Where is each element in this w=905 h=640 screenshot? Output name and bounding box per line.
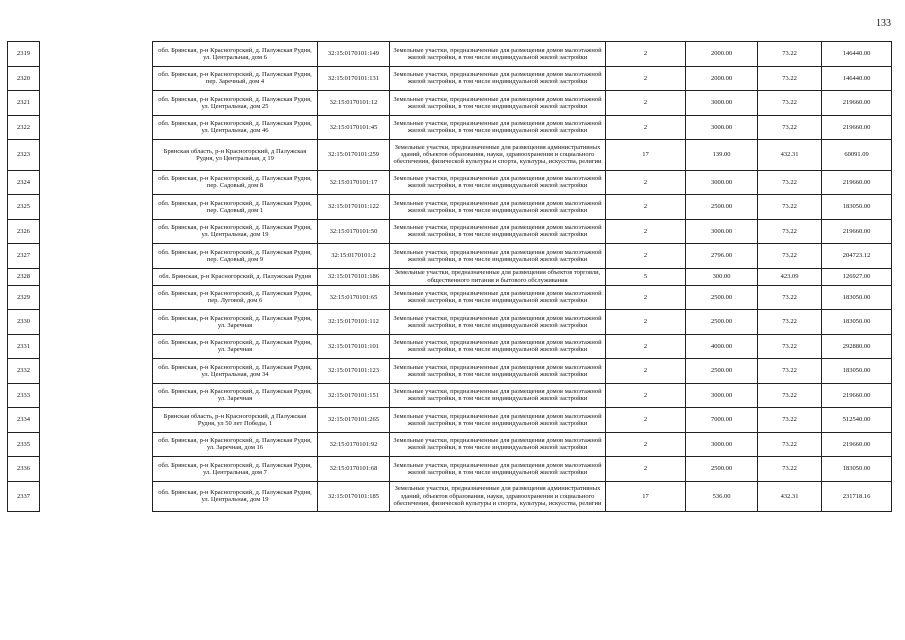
address-cell: обл. Брянская, р-н Красногорский, д. Палужская Рудня, ул. Заречная <box>153 334 318 359</box>
spacer-cell <box>40 170 153 195</box>
table-row <box>8 115 892 140</box>
land-use-cell: Земельные участки, предназначенные для размещения административных зданий, объектов образования, науки, здравоохранения и социального обеспечения, физической культуры и спорта, культуры, искусства, религии <box>390 481 606 512</box>
land-use-cell: Земельные участки, предназначенные для размещения домов малоэтажной жилой застройки, в том числе индивидуальной жилой застройки <box>390 244 606 269</box>
row-number-cell: 2321 <box>8 91 40 116</box>
cadastral-number-cell: 32:15:0170101:68 <box>318 457 390 482</box>
cadastral-value-cell: 219660.00 <box>822 219 892 244</box>
row-number-cell: 2328 <box>8 268 40 285</box>
specific-value-cell: 432.31 <box>758 481 822 512</box>
address-cell: обл. Брянская, р-н Красногорский, д. Палужская Рудня, ул. Центральная, дом 19 <box>153 481 318 512</box>
address-cell: Брянская область, р-н Красногорский, д Палужская Рудня, ул Центральная, д 19 <box>153 140 318 171</box>
cadastral-number-cell: 32:15:0170101:65 <box>318 285 390 310</box>
group-code-cell: 2 <box>606 91 686 116</box>
cadastral-value-cell: 126927.00 <box>822 268 892 285</box>
row-number-cell: 2323 <box>8 140 40 171</box>
cadastral-number-cell: 32:15:0170101:151 <box>318 383 390 408</box>
spacer-cell <box>40 310 153 335</box>
area-cell: 2796.00 <box>686 244 758 269</box>
land-use-cell: Земельные участки, предназначенные для размещения домов малоэтажной жилой застройки, в том числе индивидуальной жилой застройки <box>390 432 606 457</box>
cadastral-value-cell: 292880.00 <box>822 334 892 359</box>
cadastral-value-cell: 219660.00 <box>822 91 892 116</box>
address-cell: обл. Брянская, р-н Красногорский, д. Палужская Рудня, пер. Садовый, дом 1 <box>153 195 318 220</box>
row-number-cell: 2335 <box>8 432 40 457</box>
cadastral-number-cell: 32:15:0170101:17 <box>318 170 390 195</box>
cadastral-value-cell: 219660.00 <box>822 115 892 140</box>
row-number-cell: 2336 <box>8 457 40 482</box>
specific-value-cell: 73.22 <box>758 285 822 310</box>
cadastral-value-table <box>7 41 892 512</box>
spacer-cell <box>40 334 153 359</box>
row-number-cell: 2331 <box>8 334 40 359</box>
cadastral-value-cell: 60091.09 <box>822 140 892 171</box>
specific-value-cell: 73.22 <box>758 310 822 335</box>
row-number-cell: 2330 <box>8 310 40 335</box>
cadastral-value-cell: 219660.00 <box>822 432 892 457</box>
address-cell: обл. Брянская, р-н Красногорский, д. Палужская Рудня, ул. Заречная <box>153 383 318 408</box>
row-number-cell: 2332 <box>8 359 40 384</box>
cadastral-value-cell: 231718.16 <box>822 481 892 512</box>
cadastral-number-cell: 32:15:0170101:186 <box>318 268 390 285</box>
land-use-cell: Земельные участки, предназначенные для размещения домов малоэтажной жилой застройки, в том числе индивидуальной жилой застройки <box>390 359 606 384</box>
table-row <box>8 383 892 408</box>
table-row <box>8 310 892 335</box>
cadastral-value-cell: 146440.00 <box>822 66 892 91</box>
specific-value-cell: 73.22 <box>758 91 822 116</box>
land-use-cell: Земельные участки, предназначенные для размещения домов малоэтажной жилой застройки, в том числе индивидуальной жилой застройки <box>390 42 606 67</box>
group-code-cell: 2 <box>606 42 686 67</box>
cadastral-value-cell: 146440.00 <box>822 42 892 67</box>
specific-value-cell: 432.31 <box>758 140 822 171</box>
specific-value-cell: 73.22 <box>758 359 822 384</box>
group-code-cell: 2 <box>606 383 686 408</box>
specific-value-cell: 73.22 <box>758 383 822 408</box>
specific-value-cell: 73.22 <box>758 66 822 91</box>
specific-value-cell: 73.22 <box>758 408 822 433</box>
row-number-cell: 2337 <box>8 481 40 512</box>
row-number-cell: 2326 <box>8 219 40 244</box>
spacer-cell <box>40 219 153 244</box>
group-code-cell: 2 <box>606 408 686 433</box>
spacer-cell <box>40 244 153 269</box>
table-row <box>8 42 892 67</box>
area-cell: 4000.00 <box>686 334 758 359</box>
area-cell: 3000.00 <box>686 115 758 140</box>
group-code-cell: 2 <box>606 66 686 91</box>
area-cell: 2500.00 <box>686 457 758 482</box>
specific-value-cell: 73.22 <box>758 334 822 359</box>
spacer-cell <box>40 383 153 408</box>
table-row <box>8 170 892 195</box>
specific-value-cell: 73.22 <box>758 457 822 482</box>
spacer-cell <box>40 408 153 433</box>
page-number: 133 <box>876 18 891 29</box>
group-code-cell: 5 <box>606 268 686 285</box>
land-use-cell: Земельные участки, предназначенные для размещения домов малоэтажной жилой застройки, в том числе индивидуальной жилой застройки <box>390 66 606 91</box>
cadastral-number-cell: 32:15:0170101:112 <box>318 310 390 335</box>
area-cell: 7000.00 <box>686 408 758 433</box>
land-use-cell: Земельные участки, предназначенные для размещения домов малоэтажной жилой застройки, в том числе индивидуальной жилой застройки <box>390 170 606 195</box>
row-number-cell: 2325 <box>8 195 40 220</box>
cadastral-number-cell: 32:15:0170101:50 <box>318 219 390 244</box>
specific-value-cell: 73.22 <box>758 219 822 244</box>
group-code-cell: 17 <box>606 481 686 512</box>
table-row <box>8 359 892 384</box>
land-use-cell: Земельные участки, предназначенные для размещения домов малоэтажной жилой застройки, в том числе индивидуальной жилой застройки <box>390 408 606 433</box>
group-code-cell: 2 <box>606 334 686 359</box>
row-number-cell: 2329 <box>8 285 40 310</box>
cadastral-value-cell: 183050.00 <box>822 457 892 482</box>
area-cell: 139.00 <box>686 140 758 171</box>
group-code-cell: 2 <box>606 195 686 220</box>
specific-value-cell: 73.22 <box>758 115 822 140</box>
table-row <box>8 244 892 269</box>
area-cell: 3000.00 <box>686 219 758 244</box>
area-cell: 3000.00 <box>686 383 758 408</box>
address-cell: обл. Брянская, р-н Красногорский, д. Палужская Рудня, ул. Заречная, дом 16 <box>153 432 318 457</box>
cadastral-value-cell: 183050.00 <box>822 310 892 335</box>
row-number-cell: 2319 <box>8 42 40 67</box>
area-cell: 3000.00 <box>686 432 758 457</box>
table-row <box>8 91 892 116</box>
cadastral-value-cell: 204723.12 <box>822 244 892 269</box>
address-cell: обл. Брянская, р-н Красногорский, д. Палужская Рудня, ул. Заречная <box>153 310 318 335</box>
spacer-cell <box>40 115 153 140</box>
address-cell: обл. Брянская, р-н Красногорский, д. Палужская Рудня, ул. Центральная, дом 25 <box>153 91 318 116</box>
address-cell: обл. Брянская, р-н Красногорский, д. Палужская Рудня <box>153 268 318 285</box>
area-cell: 300.00 <box>686 268 758 285</box>
area-cell: 2000.00 <box>686 66 758 91</box>
land-use-cell: Земельные участки, предназначенные для размещения домов малоэтажной жилой застройки, в том числе индивидуальной жилой застройки <box>390 285 606 310</box>
address-cell: обл. Брянская, р-н Красногорский, д. Палужская Рудня, ул. Центральная, дом 7 <box>153 457 318 482</box>
cadastral-value-cell: 219660.00 <box>822 383 892 408</box>
spacer-cell <box>40 359 153 384</box>
cadastral-number-cell: 32:15:0170101:2 <box>318 244 390 269</box>
cadastral-value-cell: 183050.00 <box>822 285 892 310</box>
cadastral-value-cell: 512540.00 <box>822 408 892 433</box>
cadastral-number-cell: 32:15:0170101:259 <box>318 140 390 171</box>
area-cell: 536.00 <box>686 481 758 512</box>
table-row <box>8 219 892 244</box>
cadastral-number-cell: 32:15:0170101:101 <box>318 334 390 359</box>
land-use-cell: Земельные участки, предназначенные для размещения домов малоэтажной жилой застройки, в том числе индивидуальной жилой застройки <box>390 310 606 335</box>
group-code-cell: 2 <box>606 170 686 195</box>
spacer-cell <box>40 91 153 116</box>
address-cell: обл. Брянская, р-н Красногорский, д. Палужская Рудня, пер. Заречный, дом 4 <box>153 66 318 91</box>
cadastral-value-cell: 219660.00 <box>822 170 892 195</box>
table-row <box>8 268 892 285</box>
table-row <box>8 195 892 220</box>
area-cell: 3000.00 <box>686 170 758 195</box>
table-row <box>8 432 892 457</box>
spacer-cell <box>40 457 153 482</box>
area-cell: 2500.00 <box>686 195 758 220</box>
group-code-cell: 2 <box>606 244 686 269</box>
address-cell: обл. Брянская, р-н Красногорский, д. Палужская Рудня, ул. Центральная, дом 6 <box>153 42 318 67</box>
group-code-cell: 2 <box>606 310 686 335</box>
address-cell: обл. Брянская, р-н Красногорский, д. Палужская Рудня, пер. Луговой, дом 6 <box>153 285 318 310</box>
area-cell: 2500.00 <box>686 285 758 310</box>
land-use-cell: Земельные участки, предназначенные для размещения домов малоэтажной жилой застройки, в том числе индивидуальной жилой застройки <box>390 334 606 359</box>
land-use-cell: Земельные участки, предназначенные для размещения домов малоэтажной жилой застройки, в том числе индивидуальной жилой застройки <box>390 219 606 244</box>
table-row <box>8 140 892 171</box>
table-row <box>8 481 892 512</box>
spacer-cell <box>40 42 153 67</box>
cadastral-number-cell: 32:15:0170101:92 <box>318 432 390 457</box>
row-number-cell: 2334 <box>8 408 40 433</box>
area-cell: 2500.00 <box>686 310 758 335</box>
land-use-cell: Земельные участки, предназначенные для размещения домов малоэтажной жилой застройки, в том числе индивидуальной жилой застройки <box>390 457 606 482</box>
spacer-cell <box>40 432 153 457</box>
cadastral-number-cell: 32:15:0170101:12 <box>318 91 390 116</box>
group-code-cell: 2 <box>606 115 686 140</box>
specific-value-cell: 73.22 <box>758 432 822 457</box>
spacer-cell <box>40 195 153 220</box>
address-cell: Брянская область, р-н Красногорский, д Палужская Рудня, ул 50 лет Победы, 1 <box>153 408 318 433</box>
address-cell: обл. Брянская, р-н Красногорский, д. Палужская Рудня, ул. Центральная, дом 34 <box>153 359 318 384</box>
row-number-cell: 2320 <box>8 66 40 91</box>
cadastral-number-cell: 32:15:0170101:131 <box>318 66 390 91</box>
table-row <box>8 334 892 359</box>
land-use-cell: Земельные участки, предназначенные для размещения домов малоэтажной жилой застройки, в том числе индивидуальной жилой застройки <box>390 115 606 140</box>
cadastral-number-cell: 32:15:0170101:185 <box>318 481 390 512</box>
group-code-cell: 17 <box>606 140 686 171</box>
cadastral-number-cell: 32:15:0170101:265 <box>318 408 390 433</box>
specific-value-cell: 73.22 <box>758 170 822 195</box>
row-number-cell: 2322 <box>8 115 40 140</box>
row-number-cell: 2324 <box>8 170 40 195</box>
specific-value-cell: 73.22 <box>758 195 822 220</box>
land-use-cell: Земельные участки, предназначенные для размещения домов малоэтажной жилой застройки, в том числе индивидуальной жилой застройки <box>390 91 606 116</box>
address-cell: обл. Брянская, р-н Красногорский, д. Палужская Рудня, пер. Садовый, дом 9 <box>153 244 318 269</box>
specific-value-cell: 73.22 <box>758 42 822 67</box>
address-cell: обл. Брянская, р-н Красногорский, д. Палужская Рудня, пер. Садовый, дом 8 <box>153 170 318 195</box>
group-code-cell: 2 <box>606 359 686 384</box>
cadastral-number-cell: 32:15:0170101:122 <box>318 195 390 220</box>
table-row <box>8 66 892 91</box>
area-cell: 2000.00 <box>686 42 758 67</box>
area-cell: 3000.00 <box>686 91 758 116</box>
spacer-cell <box>40 140 153 171</box>
area-cell: 2500.00 <box>686 359 758 384</box>
address-cell: обл. Брянская, р-н Красногорский, д. Палужская Рудня, ул. Центральная, дом 46 <box>153 115 318 140</box>
group-code-cell: 2 <box>606 219 686 244</box>
address-cell: обл. Брянская, р-н Красногорский, д. Палужская Рудня, ул. Центральная, дом 19 <box>153 219 318 244</box>
land-use-cell: Земельные участки, предназначенные для размещения домов малоэтажной жилой застройки, в том числе индивидуальной жилой застройки <box>390 383 606 408</box>
spacer-cell <box>40 66 153 91</box>
land-use-cell: Земельные участки, предназначенные для размещения домов малоэтажной жилой застройки, в том числе индивидуальной жилой застройки <box>390 195 606 220</box>
spacer-cell <box>40 268 153 285</box>
table-row <box>8 408 892 433</box>
specific-value-cell: 423.09 <box>758 268 822 285</box>
cadastral-number-cell: 32:15:0170101:123 <box>318 359 390 384</box>
table-row <box>8 285 892 310</box>
land-use-cell: Земельные участки, предназначенные для размещения объектов торговли, общественного питания и бытового обслуживания <box>390 268 606 285</box>
row-number-cell: 2333 <box>8 383 40 408</box>
group-code-cell: 2 <box>606 432 686 457</box>
specific-value-cell: 73.22 <box>758 244 822 269</box>
spacer-cell <box>40 481 153 512</box>
land-use-cell: Земельные участки, предназначенные для размещения административных зданий, объектов образования, науки, здравоохранения и социального обеспечения, физической культуры и спорта, культуры, искусства, религии <box>390 140 606 171</box>
cadastral-number-cell: 32:15:0170101:45 <box>318 115 390 140</box>
spacer-cell <box>40 285 153 310</box>
table-row <box>8 457 892 482</box>
group-code-cell: 2 <box>606 285 686 310</box>
cadastral-value-cell: 183050.00 <box>822 359 892 384</box>
row-number-cell: 2327 <box>8 244 40 269</box>
cadastral-value-cell: 183050.00 <box>822 195 892 220</box>
group-code-cell: 2 <box>606 457 686 482</box>
cadastral-number-cell: 32:15:0170101:149 <box>318 42 390 67</box>
